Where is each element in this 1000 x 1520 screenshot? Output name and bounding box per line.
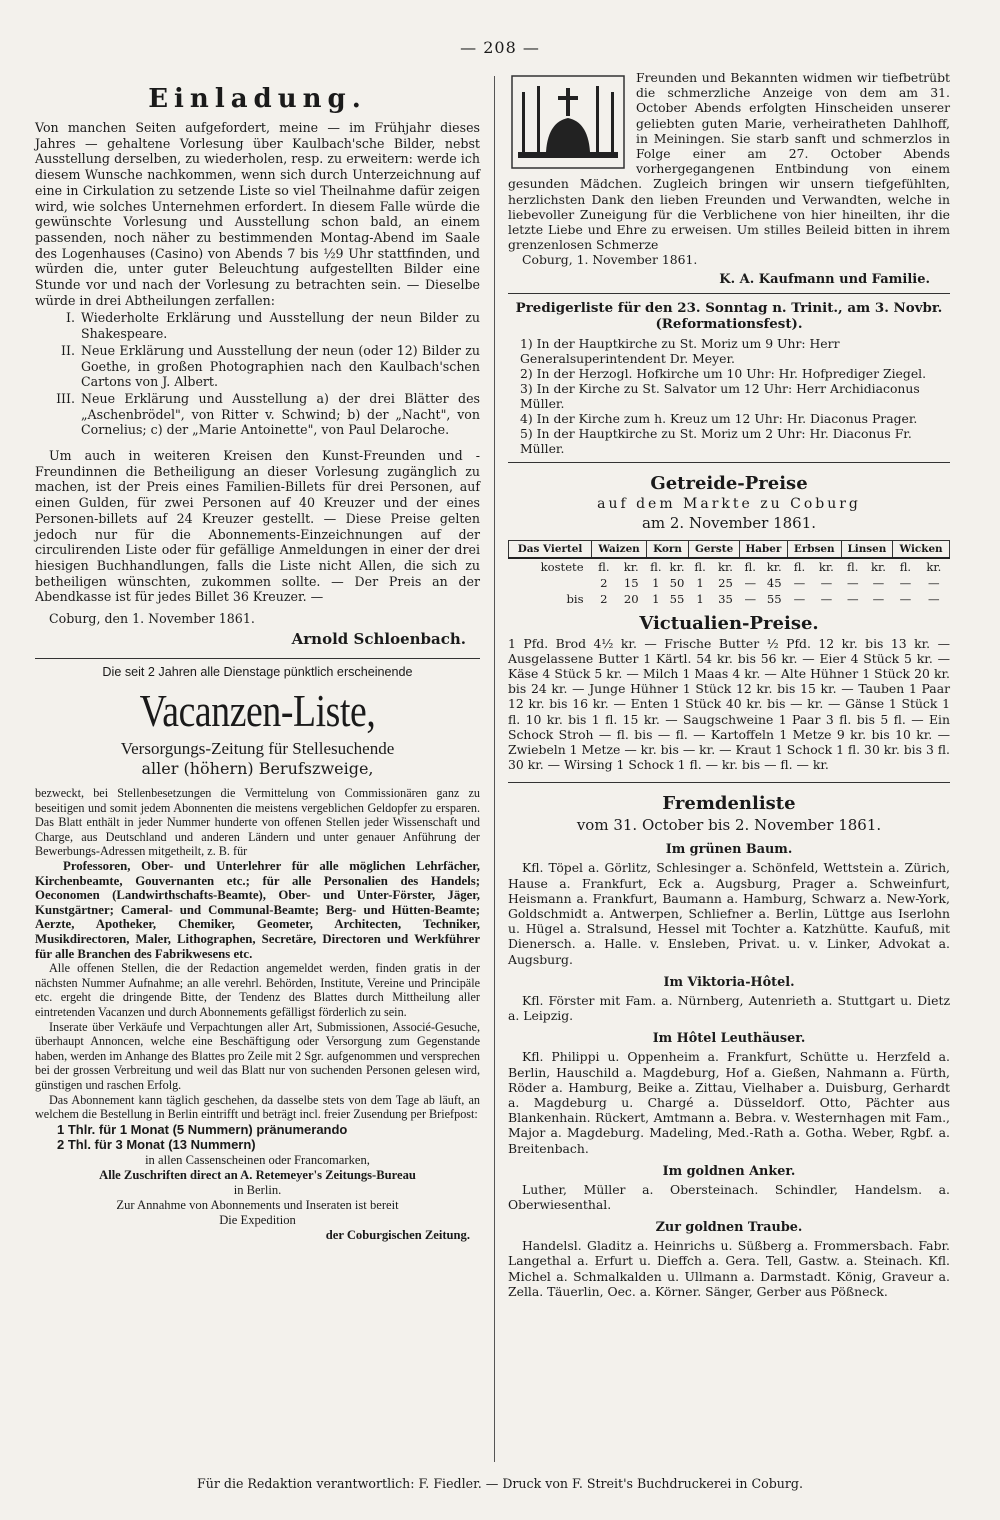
table-row: bis 2 20 1 55 1 35 — 55 — — — — — —	[566, 591, 940, 606]
victual-prices-text: 1 Pfd. Brod 4½ kr. — Frische Butter ½ Pfd. 12 kr. bis 13 kr. — Ausgelassene Butter 1 Kärtl. 54 kr. bis 56 kr. — Eier 4 Stück 5 kr. — Käse 4 Stück 5 kr. — Milch 1 Maas 4 kr. — Alte Hühner 1 Stück 20 kr. bis 24 kr. — Junge Hühner 1 Stück 12 kr. bis 15 kr. — Tauben 1 Paar 12 kr. bis 16 kr. — Enten 1 Stück 40 kr. bis — kr. — Gänse 1 Stück 1 fl. 10 kr. bis 1 fl. 15 kr. — Saugschweine 1 Paar 3 fl. bis 5 fl. — Ein Schock Stroh — fl. bis — fl. — Kartoffeln 1 Metze 9 kr. bis 10 kr. — Zwiebeln 1 Metze — kr. bis — kr. — Kraut 1 Schock 1 fl. 30 kr. bis 3 fl. 30 kr. — Wirsing 1 Schock 1 fl. — kr. bis — fl. — kr.	[508, 635, 950, 773]
ad-professions: Professoren, Ober- und Unterlehrer für alle möglichen Lehrfächer, Kirchenbeamte, Gouvernanten etc.; für alle Personalien des Handels; Oeconomen (Landwirthschafts-Beamte), Ober- und Unter-Förster, Jäger, Kunstgärtner; Cameral- und Communal-Beamte; Berg- und Hütten-Beamte; Aerzte, Apotheker, Chemiker, Geometer, Architecten, Techniker, Musikdirectoren, Maler, Lithographen, Secretäre, Directoren und Werkführer für alle Branchen des Fabrikwesens etc.	[35, 859, 480, 961]
ad-city: in Berlin.	[233, 1182, 282, 1197]
page-number: — 208 —	[460, 38, 540, 57]
left-column	[35, 70, 480, 1243]
grain-prices-title: Getreide-Preise	[650, 472, 808, 494]
column-header: Waizen	[592, 540, 647, 558]
list-item: 2) In der Herzogl. Hofkirche um 10 Uhr: Hr. Hofprediger Ziegel.	[520, 365, 927, 381]
hotel-name: Zur goldnen Traube.	[655, 1220, 803, 1236]
list-item: 4) In der Kirche zum h. Kreuz um 12 Uhr: Hr. Diaconus Prager.	[520, 410, 918, 426]
guest-list	[508, 793, 950, 1298]
hotel-name: Im Hôtel Leuthäuser.	[652, 1031, 806, 1047]
guest-entries: Luther, Müller a. Obersteinach. Schindler, Handelsm. a. Oberwiesenthal.	[508, 1181, 950, 1212]
column-header: Gerste	[689, 540, 740, 558]
vacanzen-ad	[35, 665, 480, 1243]
guest-entries: Kfl. Philippi u. Oppenheim a. Frankfurt, Schütte u. Herzfeld a. Berlin, Hauschild a. Magdeburg, Hof a. Gießen, Nahmann a. Fürth, Röder a. Hamburg, Beike a. Zittau, Vielhaber a. Duisburg, Gerhardt a. Magdeburg u. Chargé a. Düsseldorf. Otto, Pächter aus Blankenhain. Rückert, Amtmann a. Bebra. v. Westernhagen mit Fam., Major a. Magdeburg. Madeling, Med.-Rath a. Gotha. Weber, Rgbf. a. Breitenbach.	[508, 1049, 950, 1156]
list-item: I. Wiederholte Erklärung und Ausstellung der neun Bilder zu Shakespeare.	[66, 310, 480, 342]
ad-title: Vacanzen-Liste,	[139, 685, 376, 737]
divider	[508, 293, 950, 294]
death-notice	[508, 70, 950, 287]
death-notice-signature: K. A. Kaufmann und Familie.	[719, 271, 930, 287]
ad-intro: Die seit 2 Jahren alle Dienstage pünktlich erscheinende	[102, 665, 413, 680]
guest-entries: Handelsl. Gladitz a. Heinrichs u. Süßberg a. Frommersbach. Fabr. Langethal a. Erfurt u. Dieffch a. Gera. Tell, Gastw. a. Steinach. Kfl. Michel a. Schmalkalden u. Ullmann a. Darmstadt. König, Graveur a. Zella. Täuerlin, Oec. a. Körner. Sänger, Gerber aus Pößneck.	[508, 1238, 950, 1299]
ad-newspaper: der Coburgischen Zeitung.	[325, 1227, 470, 1242]
sermon-list	[508, 300, 950, 456]
ad-expedition: Die Expedition	[219, 1212, 296, 1227]
imprint-footer: Für die Redaktion verantwortlich: F. Fiedler. — Druck von F. Streit's Buchdruckerei in Coburg.	[197, 1476, 803, 1491]
guest-list-date: vom 31. October bis 2. November 1861.	[576, 816, 882, 835]
divider	[508, 462, 950, 463]
list-item: II. Neue Erklärung und Ausstellung der neun (oder 12) Bilder zu Goethe, in großen Photographien nach den Kaulbach'schen Cartons von J. Albert.	[61, 342, 480, 390]
table-row: 2 15 1 50 1 25 — 45 — — — — — —	[600, 575, 940, 590]
grain-prices-subtitle: auf dem Markte zu Coburg	[597, 495, 861, 512]
divider	[35, 658, 480, 659]
invitation-title: Einladung.	[148, 84, 367, 114]
column-header: Erbsen	[787, 540, 841, 558]
column-divider	[494, 76, 495, 1462]
sermon-list-title: Predigerliste für den 23. Sonntag n. Trinit., am 3. Novbr. (Reformationsfest).	[515, 299, 943, 332]
victual-prices	[508, 613, 950, 773]
ad-acceptance: Zur Annahme von Abonnements und Inseraten ist bereit	[116, 1197, 399, 1212]
victual-prices-title: Victualien-Preise.	[639, 612, 819, 634]
ad-price-1: 1 Thlr. für 1 Monat (5 Nummern) pränumerando	[57, 1121, 348, 1137]
hotel-name: Im goldnen Anker.	[662, 1163, 796, 1179]
ad-price-note: in allen Cassenscheinen oder Francomarken,	[145, 1152, 370, 1167]
invitation-list	[35, 310, 480, 438]
table-unit-row: kostete fl. kr. fl. kr. fl. kr. fl. kr. fl. kr. fl. kr. fl. kr.	[509, 558, 950, 575]
column-header: Korn	[646, 540, 688, 558]
column-header: Haber	[739, 540, 787, 558]
ad-contact: Alle Zuschriften direct an A. Retemeyer's Zeitungs-Bureau	[99, 1167, 416, 1182]
ad-price-2: 2 Thl. für 3 Monat (13 Nummern)	[57, 1137, 256, 1153]
guest-entries: Kfl. Förster mit Fam. a. Nürnberg, Autenrieth a. Stuttgart u. Dietz a. Leipzig.	[508, 992, 950, 1024]
column-header: Wicken	[893, 540, 950, 558]
right-column	[508, 70, 950, 1299]
invitation-body: Von manchen Seiten aufgefordert, meine — im Frühjahr dieses Jahres — gehaltene Vorlesung über Kaulbach'sche Bilder, nebst Ausstellung derselben, zu wiederholen, resp. zu erweitern: werde ich diesem Wunsche nachkommen, wenn sich durch Unterzeichnung auf eine in Cirkulation zu setzende Liste so viel Theilnahme dafür zeigen wird, wie solches Unternehmen erfordert. In diesem Falle würde die gewünschte Vorlesung und Ausstellung schon bald, an einem passenden, noch näher zu bestimmenden Montag-Abend im Saale des Logenhauses (Casino) von Abends 7 bis ½9 Uhr stattfinden, und würden die, unter guter Beleuchtung aufgestellten Bilder eine Stunde vor und nach der Vorlesung zu betrachten sein. — Dieselbe würde in drei Abtheilungen zerfallen:	[35, 120, 480, 308]
ad-paragraph: bezweckt, bei Stellenbesetzungen die Vermittelung von Commissionären ganz zu beseitigen und somit jedem Abonnenten die meistens vergeblichen Geldopfer zu ersparen. Das Blatt enthält in jeder Nummer hunderte von offenen Stellen jeder Wissenschaft und Charge, aus Deutschland und anderen Ländern und unter genauer Anführung der Bewerbungs-Adressen mitgetheilt, z. B. für	[35, 786, 480, 859]
column-header: Das Viertel	[509, 540, 592, 558]
list-item: 1) In der Hauptkirche zu St. Moriz um 9 Uhr: Herr Generalsuperintendent Dr. Meyer.	[520, 335, 840, 366]
invitation-date: Coburg, den 1. November 1861.	[49, 611, 255, 627]
death-notice-text: Freunden und Bekannten widmen wir tiefbetrübt die schmerzliche Anzeige von dem am 31. October Abends erfolgten Hinscheiden unserer geliebten guten Marie, verheiratheten Dahlhoff, in Meiningen. Sie starb sanft und schmerzlos in Folge einer am 27. October Abends vorhergegangenen Entbindung von einem gesunden Mädchen. Zugleich bringen wir unsern tiefgefühlten, herzlichsten Dank den lieben Freunden und Verwandten, welche in liebevoller Zuneigung für die Verblichene von hier hineilten, ihr die letzte Liebe und Ehre zu erweisen. Um stilles Beileid bitten in ihrem grenzenlosen Schmerze	[508, 70, 950, 253]
table-header-row	[509, 540, 950, 558]
grain-price-table	[508, 540, 950, 607]
invitation-signature: Arnold Schloenbach.	[291, 630, 466, 649]
ad-paragraph: Inserate über Verkäufe und Verpachtungen aller Art, Submissionen, Associé-Gesuche, überhaupt Annoncen, welche eine Beschäftigung oder Versorgung zum Gegenstande haben, werden im Anhange des Blattes pro Zeile mit 2 Sgr. aufgenommen und versprechen bei der grossen Verbreitung und weil das Blatt nur von suchenden Personen gelesen wird, günstigen und raschen Erfolg.	[35, 1019, 480, 1092]
ad-subtitle-2: aller (höhern) Berufszweige,	[141, 759, 374, 779]
ad-paragraph: Alle offenen Stellen, die der Redaction angemeldet werden, finden gratis in der nächsten Nummer Aufnahme; an alle verehrl. Behörden, Institute, Vereine und Principäle etc. ergeht die dringende Bitte, der Tendenz des Blattes durch Mittheilung aller eintretenden Vacanzen und durch Abonnements gefälligst förderlich zu sein.	[35, 961, 480, 1019]
column-header: Linsen	[841, 540, 892, 558]
death-notice-date: Coburg, 1. November 1861.	[522, 252, 698, 268]
list-item: III. Neue Erklärung und Ausstellung a) der drei Blätter des „Aschenbrödel", von Ritter v. Schwind; b) der „Nacht", von Cornelius; c) der „Marie Antoinette", von Paul Delaroche.	[56, 390, 480, 438]
list-item: 5) In der Hauptkirche zu St. Moriz um 2 Uhr: Hr. Diaconus Fr. Müller.	[520, 425, 912, 456]
invitation-body-2: Um auch in weiteren Kreisen den Kunst-Freunden und -Freundinnen die Betheiligung an dieser Vorlesung zugänglich zu machen, ist der Preis eines Familien-Billets für drei Personen, auf einen Gulden, für zwei Personen auf 40 Kreuzer und der eines Personen-billets auf 24 Kreuzer gestellt. — Diese Preise gelten jedoch nur für die Abonnements-Einzeichnungen auf der circulirenden Liste oder für gefällige Anmeldungen in einer der drei hiesigen Buchhandlungen, falls die Liste nicht Allen, die sich zu betheiligen wünschten, zukommen sollte. — Der Preis an der Abendkasse ist für jedes Billet 36 Kreuzer. —	[35, 448, 480, 605]
hotel-name: Im Viktoria-Hôtel.	[663, 974, 795, 990]
grain-prices-date: am 2. November 1861.	[641, 513, 817, 532]
ad-subtitle: Versorgungs-Zeitung für Stellesuchende	[120, 739, 395, 759]
divider	[508, 782, 950, 783]
list-item: 3) In der Kirche zu St. Salvator um 12 Uhr: Herr Archidiaconus Müller.	[520, 380, 920, 411]
grain-prices	[508, 473, 950, 607]
mourning-cross-icon	[508, 72, 628, 172]
ad-paragraph: Das Abonnement kann täglich geschehen, da dasselbe stets von dem Tage ab läuft, an welchem die Bestellung in Berlin eintrifft und beträgt incl. freier Zusendung per Briefpost:	[35, 1092, 480, 1122]
guest-list-title: Fremdenliste	[662, 793, 796, 815]
guest-entries: Kfl. Töpel a. Görlitz, Schlesinger a. Schönfeld, Wettstein a. Zürich, Hause a. Frankfurt, Eck a. Augsburg, Prager a. Schweinfurt, Heismann a. Frankfurt, Baumann a. Hamburg, Schwarz a. New-York, Goldschmidt a. Antwerpen, Schliefner a. Berlin, Lüttge aus Iserlohn u. Hügel a. Stralsund, Hessel mit Tochter a. Katzhütte. Kaufuß, mit Dienersch. a. Halle. v. Ensleben, Privat. u. v. Linker, Advokat a. Augsburg.	[508, 860, 950, 967]
hotel-name: Im grünen Baum.	[665, 842, 793, 858]
